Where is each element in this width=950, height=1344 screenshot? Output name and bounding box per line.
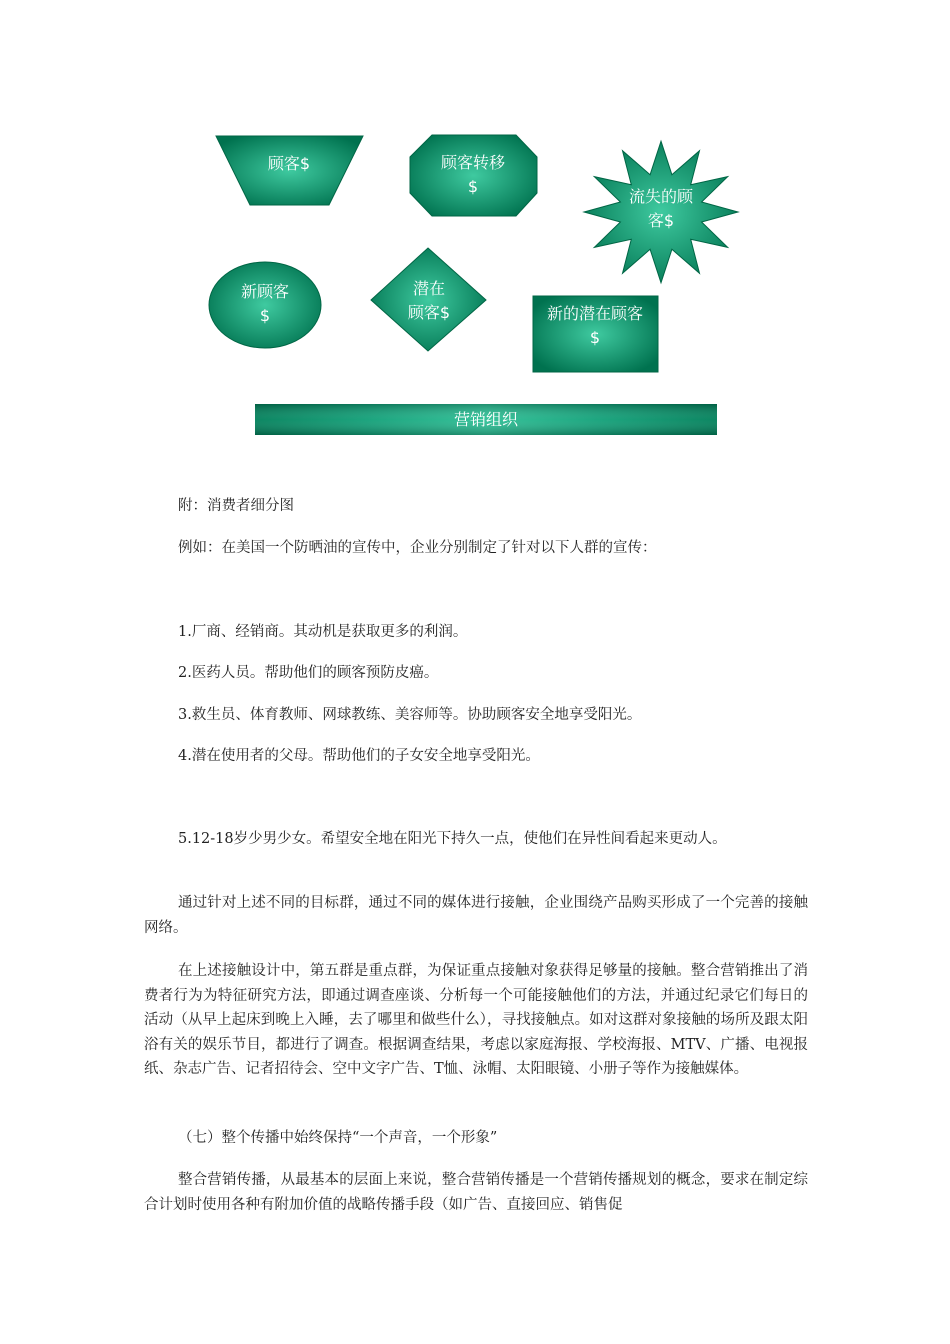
label-trap <box>268 152 310 176</box>
figure-caption: 附：消费者细分图 <box>178 498 294 514</box>
label-line: 流失的顾 <box>628 187 694 206</box>
label-line: 客$ <box>647 211 675 230</box>
list-item: 2.医药人员。帮助他们的顾客预防皮癌。 <box>178 665 439 681</box>
label-bar <box>454 408 518 432</box>
label-line: 新顾客 <box>240 282 290 301</box>
label-line: 顾客$ <box>267 154 311 173</box>
label-oct <box>441 151 505 199</box>
section-heading: （七）整个传播中始终保持“一个声音，一个形象” <box>178 1130 498 1146</box>
list-item: 3.救生员、体育教师、网球教练、美容师等。协助顾客安全地享受阳光。 <box>178 707 642 723</box>
label-line: 顾客$ <box>407 303 451 322</box>
label-line: 潜在 <box>412 279 445 298</box>
paragraph: 整合营销传播，从最基本的层面上来说，整合营销传播是一个营销传播规划的概念，要求在制定综合计划时使用各种有附加价值的战略传播手段（如广告、直接回应、销售促 <box>144 1172 808 1213</box>
paragraph: 通过针对上述不同的目标群，通过不同的媒体进行接触，企业围绕产品购买形成了一个完善的接触网络。 <box>144 895 808 936</box>
consumer-segment-diagram <box>0 0 950 460</box>
label-line: $ <box>467 177 479 196</box>
label-line: $ <box>259 306 271 325</box>
label-ellipse <box>241 280 289 328</box>
intro-text: 例如：在美国一个防晒油的宣传中，企业分别制定了针对以下人群的宣传： <box>178 540 657 556</box>
paragraph: 在上述接触设计中，第五群是重点群，为保证重点接触对象获得足够量的接触。整合营销推出了消费者行为为特征研究方法，即通过调查座谈、分析每一个可能接触他们的方法，并通过纪录它们每日的活动（从早上起床到晚上入睡，去了哪里和做些什么），寻找接触点。如对这群对象接触的场所及跟太阳浴有关的娱乐节目，都进行了调查。根据调查结果，考虑以家庭海报、学校海报、MTV、广播、电视报纸、杂志广告、记者招待会、空中文字广告、T恤、泳帽、太阳眼镜、小册子等作为接触媒体。 <box>144 963 808 1078</box>
list-item: 5.12-18岁少男少女。希望安全地在阳光下持久一点，使他们在异性间看起来更动人。 <box>178 831 727 847</box>
list-item: 1.厂商、经销商。其动机是获取更多的利润。 <box>178 624 468 640</box>
list-item: 4.潜在使用者的父母。帮助他们的子女安全地享受阳光。 <box>178 748 540 764</box>
diagram-shapes <box>0 0 950 460</box>
label-line: $ <box>589 328 601 347</box>
label-rect <box>547 302 643 350</box>
bar-label-text: 营销组织 <box>453 410 519 429</box>
label-line: 顾客转移 <box>440 153 506 172</box>
label-line: 新的潜在顾客 <box>546 304 644 323</box>
label-star <box>629 185 693 233</box>
label-diamond <box>408 277 450 325</box>
